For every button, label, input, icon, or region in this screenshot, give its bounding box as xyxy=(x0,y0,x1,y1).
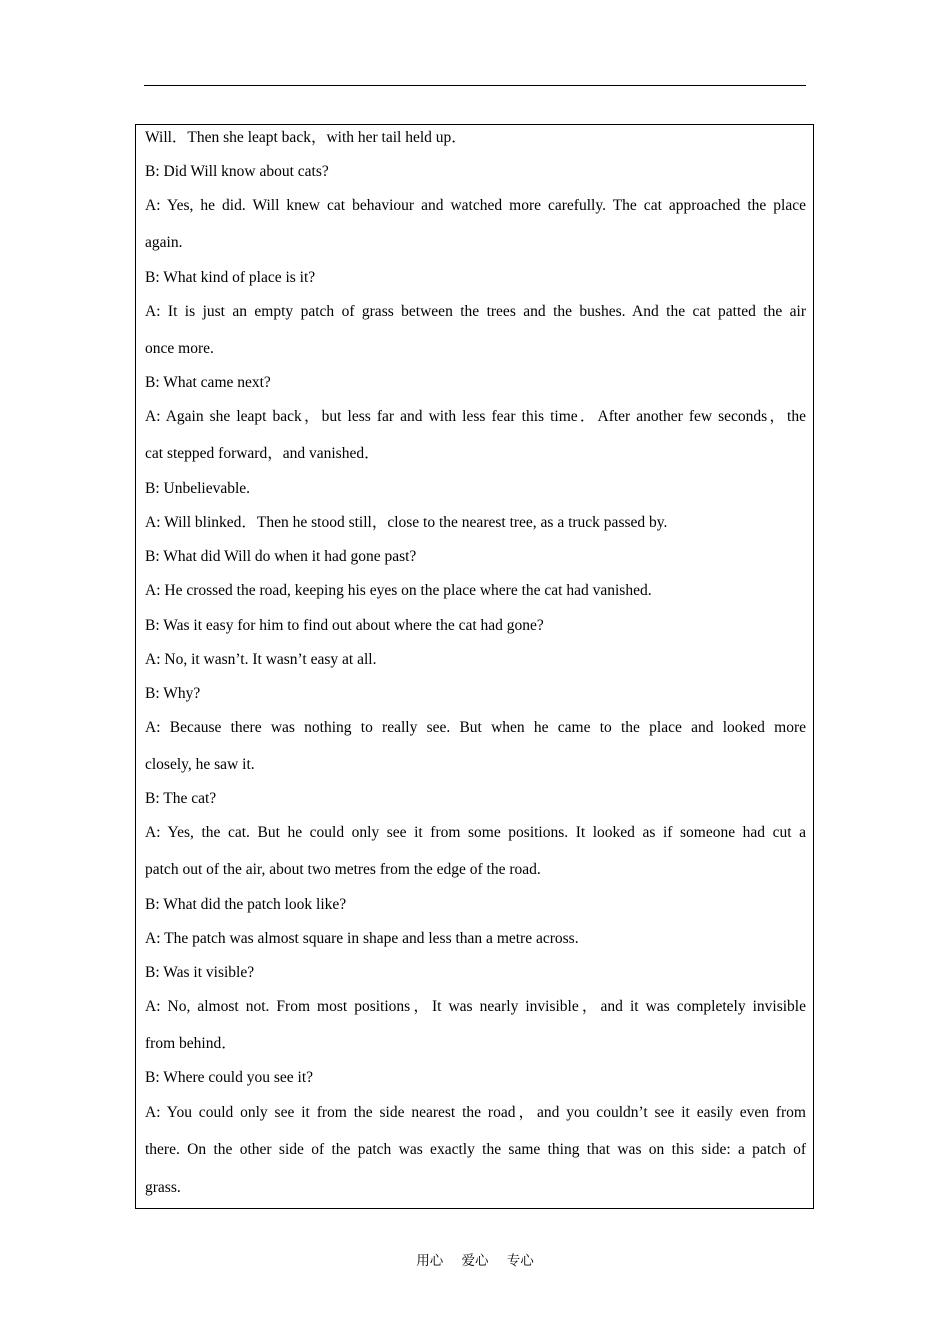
text-line: cat stepped forward，and vanished． xyxy=(145,445,380,462)
text-line: B: Why? xyxy=(145,685,201,702)
footer-motto-3: 专心 xyxy=(506,1253,534,1269)
text-line: A: No, it wasn’t. It wasn’t easy at all. xyxy=(145,651,377,668)
text-line: A: No, almost not. From most positions，It was nearly invisible，and it was completely invisible xyxy=(145,998,806,1015)
text-line: Will．Then she leapt back，with her tail held up． xyxy=(145,129,467,146)
text-line: grass. xyxy=(145,1179,181,1196)
text-line: A: You could only see it from the side nearest the road，and you couldn’t see it easily even from xyxy=(145,1104,806,1121)
text-line: again. xyxy=(145,234,183,251)
text-line: B: What did Will do when it had gone past? xyxy=(145,548,417,565)
page-footer xyxy=(0,1249,950,1269)
text-line: B: Unbelievable. xyxy=(145,480,251,497)
text-line: A: Will blinked．Then he stood still，close to the nearest tree, as a truck passed by. xyxy=(145,514,668,531)
header-rule xyxy=(144,85,806,86)
text-line: B: Did Will know about cats? xyxy=(145,163,329,180)
text-line: B: Was it visible? xyxy=(145,964,255,981)
text-line: A: Yes, the cat. But he could only see it from some positions. It looked as if someone had cut a xyxy=(145,824,806,841)
text-line: patch out of the air, about two metres from the edge of the road. xyxy=(145,861,541,878)
text-line: A: It is just an empty patch of grass between the trees and the bushes. And the cat patted the air xyxy=(145,303,806,320)
text-line: A: He crossed the road, keeping his eyes on the place where the cat had vanished. xyxy=(145,582,652,599)
text-line: B: What kind of place is it? xyxy=(145,269,316,286)
text-line: B: The cat? xyxy=(145,790,217,807)
text-line: A: Because there was nothing to really see. But when he came to the place and looked more xyxy=(145,719,806,736)
text-line: B: Was it easy for him to find out about where the cat had gone? xyxy=(145,617,544,634)
footer-motto-2: 爱心 xyxy=(461,1253,489,1269)
dialogue-text-box xyxy=(135,124,814,1209)
text-line: from behind． xyxy=(145,1035,237,1052)
text-line: A: Again she leapt back，but less far and with less fear this time．After another few seconds，the xyxy=(145,408,806,425)
text-line: B: What did the patch look like? xyxy=(145,896,347,913)
text-line: A: The patch was almost square in shape and less than a metre across. xyxy=(145,930,579,947)
text-line: B: What came next? xyxy=(145,374,271,391)
text-line: A: Yes, he did. Will knew cat behaviour and watched more carefully. The cat approached the place xyxy=(145,197,806,214)
text-line: once more. xyxy=(145,340,214,357)
text-line: B: Where could you see it? xyxy=(145,1069,314,1086)
footer-motto-1: 用心 xyxy=(416,1253,444,1269)
text-line: there. On the other side of the patch was exactly the same thing that was on this side: a patch of xyxy=(145,1141,806,1158)
text-line: closely, he saw it. xyxy=(145,756,255,773)
